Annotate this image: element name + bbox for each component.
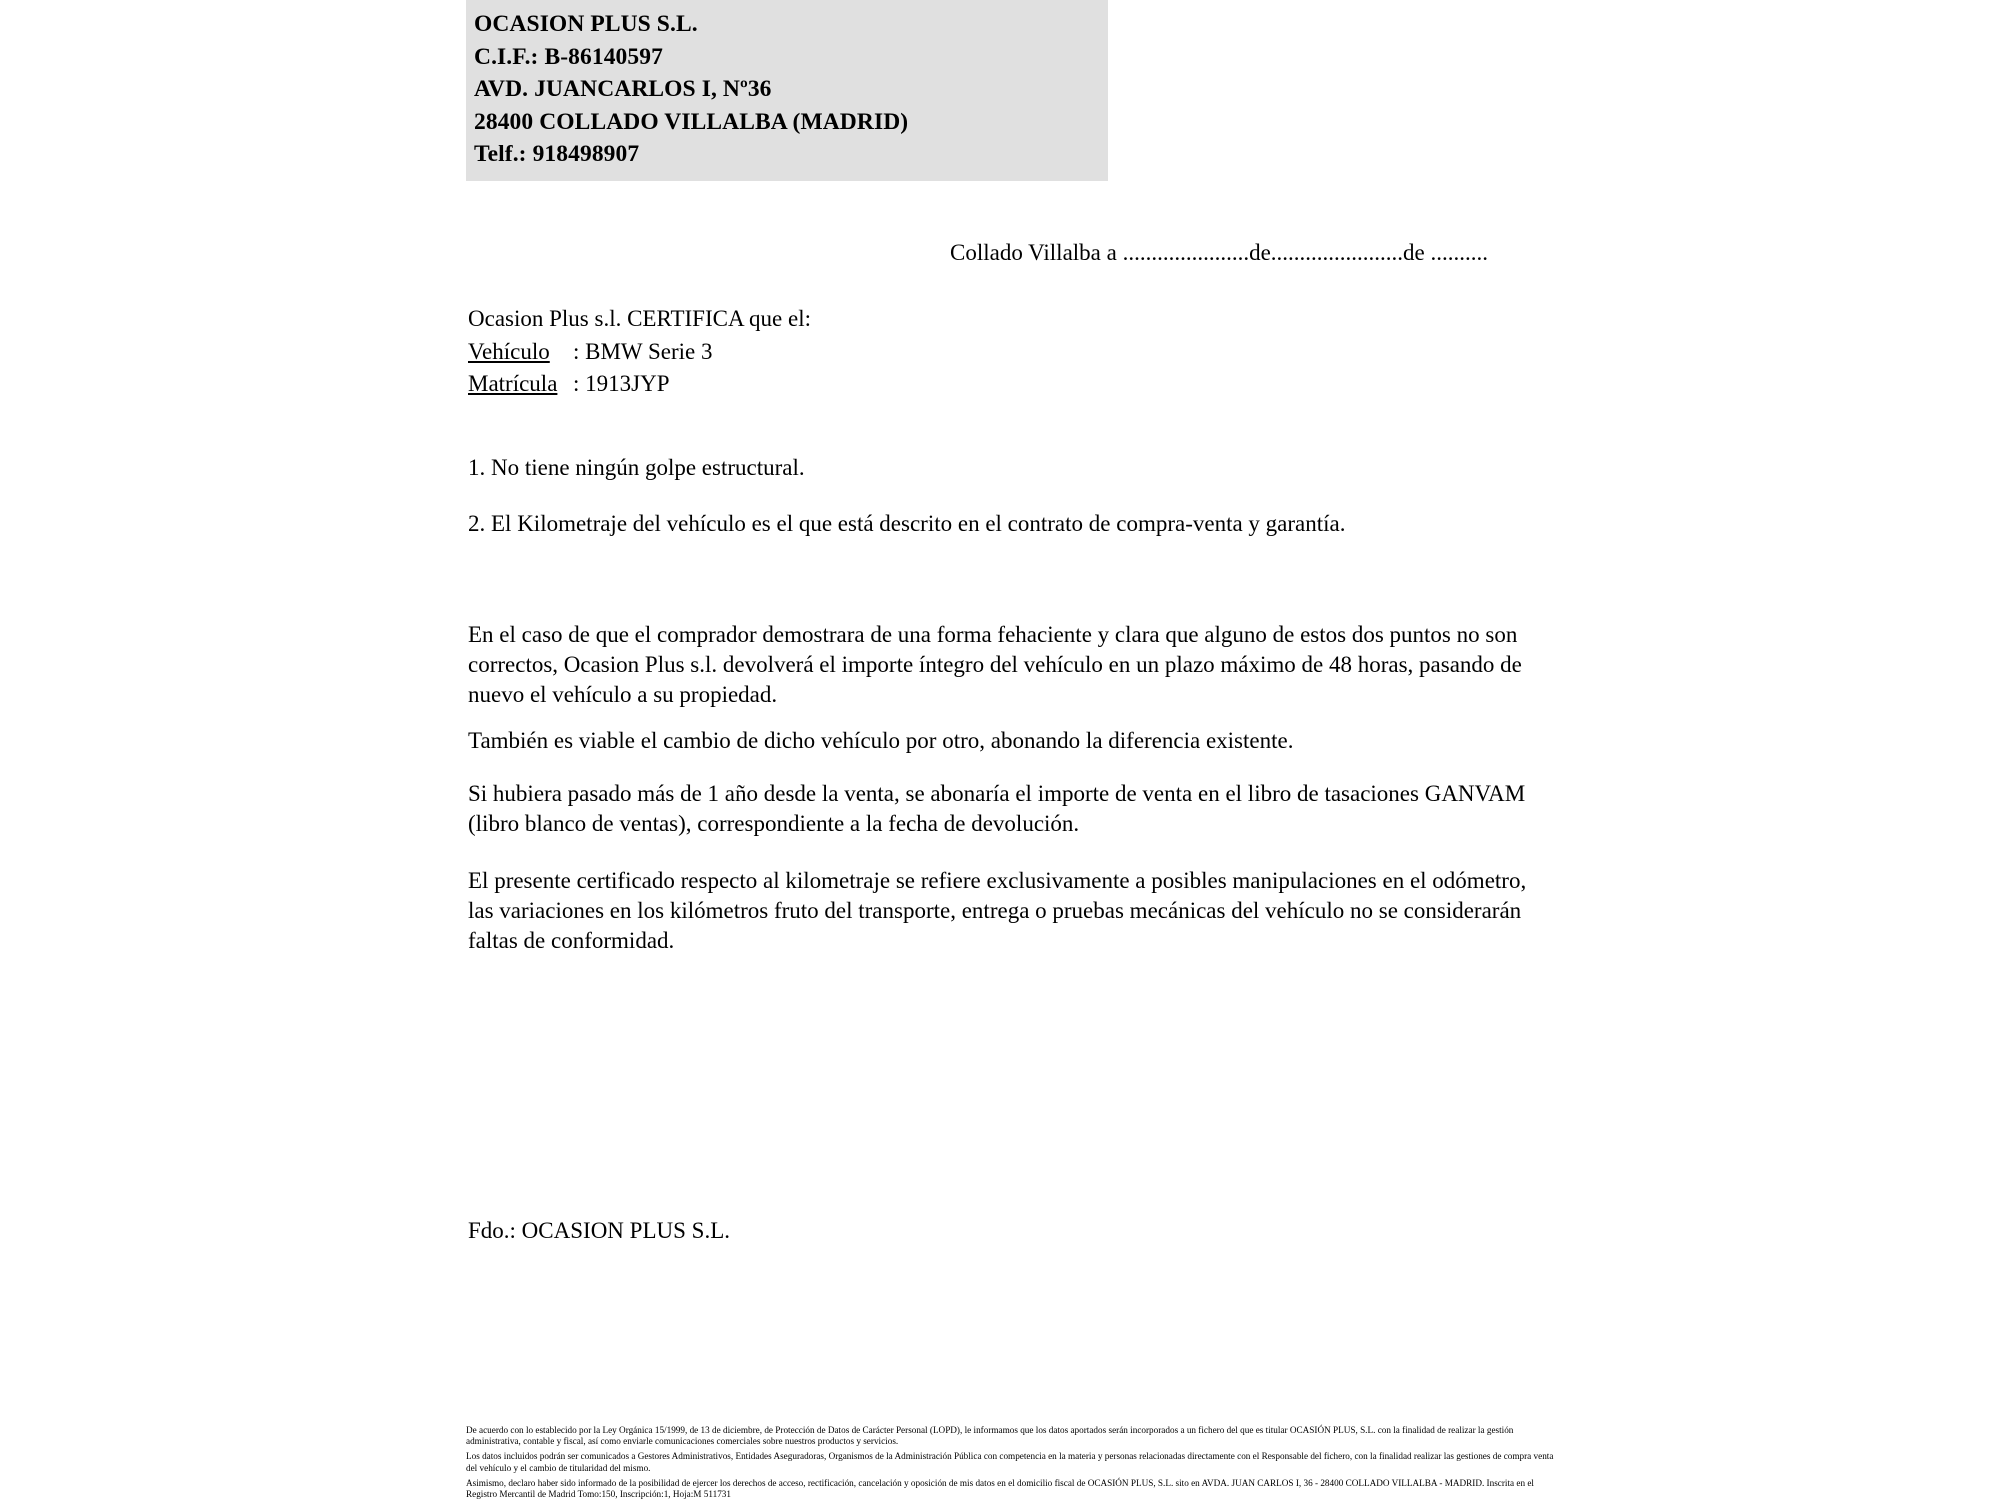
company-name: OCASION PLUS S.L.	[474, 11, 698, 37]
plate-label: Matrícula	[468, 371, 558, 397]
signature-line: Fdo.: OCASION PLUS S.L.	[468, 1218, 730, 1243]
paragraph-exchange: También es viable el cambio de dicho vehículo por otro, abonando la diferencia existente.	[468, 728, 1294, 753]
point-2: 2. El Kilometraje del vehículo es el que está descrito en el contrato de compra-venta y garantía.	[468, 511, 1346, 536]
vehicle-label: Vehículo	[468, 338, 550, 364]
paragraph-odometer: El presente certificado respecto al kilometraje se refiere exclusivamente a posibles manipulaciones en el odómetro, las variaciones en los kilómetros fruto del transporte, entrega o pruebas mecánicas del vehículo no se considerarán faltas de conformidad.	[468, 868, 1527, 953]
plate-value: : 1913JYP	[573, 371, 670, 397]
vehicle-value: : BMW Serie 3	[573, 338, 713, 364]
company-city: 28400 COLLADO VILLALBA (MADRID)	[474, 108, 909, 135]
company-phone: Telf.: 918498907	[474, 141, 640, 168]
certification-block	[468, 303, 811, 401]
footer-paragraph-3: Asimismo, declaro haber sido informado de la posibilidad de ejercer los derechos de acceso, rectificación, cancelación y oposición de mis datos en el domicilio fiscal de OCASIÓN PLUS, S.L. sito en AVDA. JUAN CARLOS I, 36 - 28400 COLLADO VILLALBA - MADRID. Inscrita en el Registro Mercantil de Madrid Tomo:150, Inscripción:1, Hoja:M 511731	[466, 1477, 1534, 1500]
company-street: AVD. JUANCARLOS I, Nº36	[474, 76, 772, 103]
certification-intro: Ocasion Plus s.l. CERTIFICA que el:	[468, 306, 811, 331]
plate-row	[468, 368, 811, 401]
paragraph-ganvam: Si hubiera pasado más de 1 año desde la venta, se abonaría el importe de venta en el libro de tasaciones GANVAM (libro blanco de ventas), correspondiente a la fecha de devolución.	[468, 781, 1526, 836]
vehicle-row	[468, 336, 811, 369]
footer-legal-notice	[466, 1425, 1566, 1500]
footer-paragraph-2: Los datos incluidos podrán ser comunicados a Gestores Administrativos, Entidades Aseguradoras, Organismos de la Administración Pública con competencia en la materia y personas relacionadas directamente con el Responsable del fichero, con la finalidad realizar las gestiones de compra venta del vehículo y el cambio de titularidad del mismo.	[466, 1451, 1554, 1473]
point-1: 1. No tiene ningún golpe estructural.	[468, 455, 805, 480]
paragraph-refund: En el caso de que el comprador demostrara de una forma fehaciente y clara que alguno de estos dos puntos no son correctos, Ocasion Plus s.l. devolverá el importe íntegro del vehículo en un plazo máximo de 48 horas, pasando de nuevo el vehículo a su propiedad.	[468, 622, 1522, 707]
footer-paragraph-1: De acuerdo con lo establecido por la Ley Orgánica 15/1999, de 13 de diciembre, de Protección de Datos de Carácter Personal (LOPD), le informamos que los datos aportados serán incorporados a un fichero del que es titular OCASIÓN PLUS, S.L. con la finalidad de realizar la gestión administrativa, contable y fiscal, así como enviarle comunicaciones comerciales sobre nuestros productos y servicios.	[466, 1425, 1514, 1447]
company-cif: C.I.F.: B-86140597	[474, 43, 663, 70]
letterhead-block	[466, 0, 1108, 181]
date-line: Collado Villalba a ......................de.......................de ..........	[950, 240, 1488, 265]
